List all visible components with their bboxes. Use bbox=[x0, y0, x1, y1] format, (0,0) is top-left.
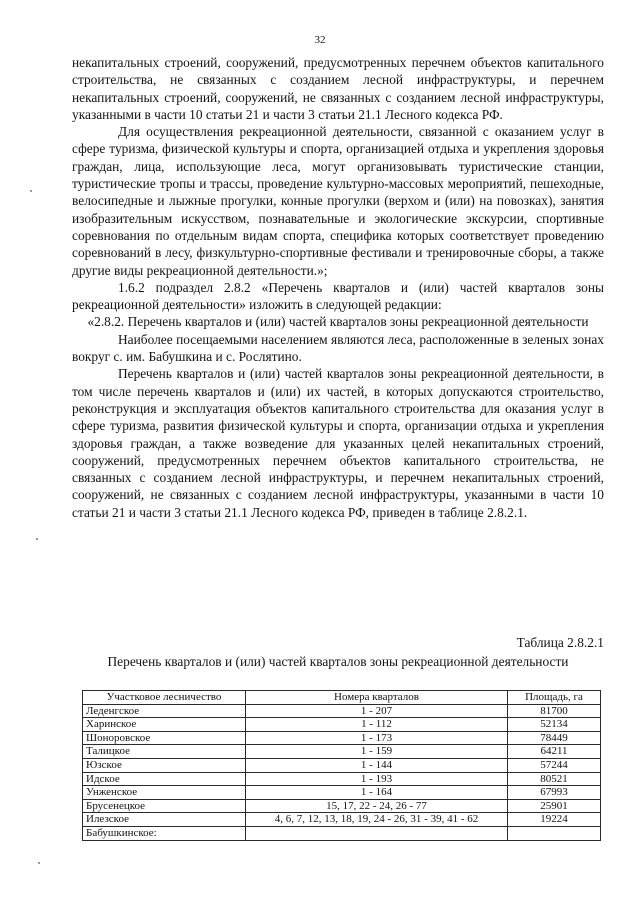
cell-forestry: Юзское bbox=[83, 758, 246, 772]
cell-quarters: 15, 17, 22 - 24, 26 - 77 bbox=[246, 799, 508, 813]
header-area: Площадь, га bbox=[508, 691, 601, 705]
cell-area: 78449 bbox=[508, 731, 601, 745]
body-text-top bbox=[72, 54, 604, 521]
header-forestry: Участковое лесничество bbox=[83, 691, 246, 705]
cell-forestry: Бабушкинское: bbox=[83, 826, 246, 840]
table-row bbox=[83, 704, 601, 718]
cell-forestry: Идское bbox=[83, 772, 246, 786]
scan-speck bbox=[30, 190, 32, 192]
cell-area: 25901 bbox=[508, 799, 601, 813]
page-number: 32 bbox=[314, 34, 326, 46]
quarters-table bbox=[82, 690, 601, 841]
table-heading-block bbox=[72, 634, 604, 671]
paragraph-amendment-1-6-2: 1.6.2 подраздел 2.8.2 «Перечень кварталов и (или) частей кварталов зоны рекреационной деятельности» изложить в следующей редакции: bbox=[72, 279, 604, 313]
cell-area bbox=[508, 826, 601, 840]
scan-speck bbox=[36, 538, 38, 540]
scan-speck bbox=[38, 862, 40, 864]
cell-area: 57244 bbox=[508, 758, 601, 772]
table-row bbox=[83, 786, 601, 800]
cell-quarters: 4, 6, 7, 12, 13, 18, 19, 24 - 26, 31 - 39, 41 - 62 bbox=[246, 813, 508, 827]
cell-forestry: Леденгское bbox=[83, 704, 246, 718]
cell-area: 67993 bbox=[508, 786, 601, 800]
cell-forestry: Илезское bbox=[83, 813, 246, 827]
table-row bbox=[83, 799, 601, 813]
cell-quarters: 1 - 164 bbox=[246, 786, 508, 800]
cell-quarters: 1 - 112 bbox=[246, 718, 508, 732]
table-row bbox=[83, 731, 601, 745]
table-row bbox=[83, 758, 601, 772]
paragraph-most-visited-forests: Наиболее посещаемыми населением являются леса, расположенные в зеленых зонах вокруг с. им. Бабушкина и с. Рослятино. bbox=[72, 331, 604, 365]
cell-quarters: 1 - 144 bbox=[246, 758, 508, 772]
cell-area: 52134 bbox=[508, 718, 601, 732]
cell-area: 64211 bbox=[508, 745, 601, 759]
cell-forestry: Харинское bbox=[83, 718, 246, 732]
cell-quarters: 1 - 159 bbox=[246, 745, 508, 759]
cell-area: 80521 bbox=[508, 772, 601, 786]
cell-area: 19224 bbox=[508, 813, 601, 827]
cell-forestry: Талицкое bbox=[83, 745, 246, 759]
table-row bbox=[83, 745, 601, 759]
table-row bbox=[83, 813, 601, 827]
table-row bbox=[83, 772, 601, 786]
header-quarter-numbers: Номера кварталов bbox=[246, 691, 508, 705]
cell-quarters bbox=[246, 826, 508, 840]
cell-area: 81700 bbox=[508, 704, 601, 718]
cell-forestry: Унженское bbox=[83, 786, 246, 800]
cell-quarters: 1 - 207 bbox=[246, 704, 508, 718]
paragraph-recreation-activities: Для осуществления рекреационной деятельности, связанной с оказанием услуг в сфере туризма, физической культуры и спорта, организацией отдыха и укрепления здоровья граждан, лица, использующие леса, могут организовывать туристические станции, туристические тропы и трассы, проведение культурно-массовых мероприятий, пешеходные, велосипедные и лыжные прогулки, конные прогулки (верхом и (или) на повозках), занятия изобразительным искусством, познавательные и экологические экскурсии, спортивные соревнования по отдельным видам спорта, специфика которых соответствует проведению соревнований в лесу, физкультурно-спортивные фестивали и тренировочные сборы, а также другие виды рекреационной деятельности.»; bbox=[72, 124, 604, 278]
section-heading-2-8-2: «2.8.2. Перечень кварталов и (или) частей кварталов зоны рекреационной деятельности bbox=[87, 314, 589, 330]
table-label: Таблица 2.8.2.1 bbox=[516, 635, 604, 650]
table-row bbox=[83, 826, 601, 840]
table-header-row bbox=[83, 691, 601, 705]
table-row bbox=[83, 718, 601, 732]
paragraph-continuation: некапитальных строений, сооружений, предусмотренных перечнем объектов капитального строительства, не связанных с созданием лесной инфраструктуры, и перечнем некапитальных строений, сооружений, не связанных с созданием лесной инфраструктуры, указанными в части 10 статьи 21 и части 3 статьи 21.1 Лесного кодекса РФ. bbox=[72, 55, 604, 122]
cell-quarters: 1 - 193 bbox=[246, 772, 508, 786]
table-caption: Перечень кварталов и (или) частей кварталов зоны рекреационной деятельности bbox=[107, 654, 569, 670]
cell-quarters: 1 - 173 bbox=[246, 731, 508, 745]
cell-forestry: Шоноровское bbox=[83, 731, 246, 745]
cell-forestry: Брусенецкое bbox=[83, 799, 246, 813]
paragraph-quarters-list: Перечень кварталов и (или) частей кварталов зоны рекреационной деятельности, в том числе перечень кварталов и (или) их частей, в которых допускаются строительство, реконструкция и эксплуатация объектов капитального строительства для оказания услуг в сфере туризма, развития физической культуры и спорта, организации отдыха и укрепления здоровья граждан, а также возведение для указанных целей некапитальных строений, сооружений, предусмотренных перечнем объектов капитального строительства, не связанных с созданием лесной инфраструктуры, и перечнем некапитальных строений, сооружений, не связанных с созданием лесной инфраструктуры, указанными в части 10 статьи 21 и части 3 статьи 21.1 Лесного кодекса РФ, приведен в таблице 2.8.2.1. bbox=[72, 366, 604, 520]
